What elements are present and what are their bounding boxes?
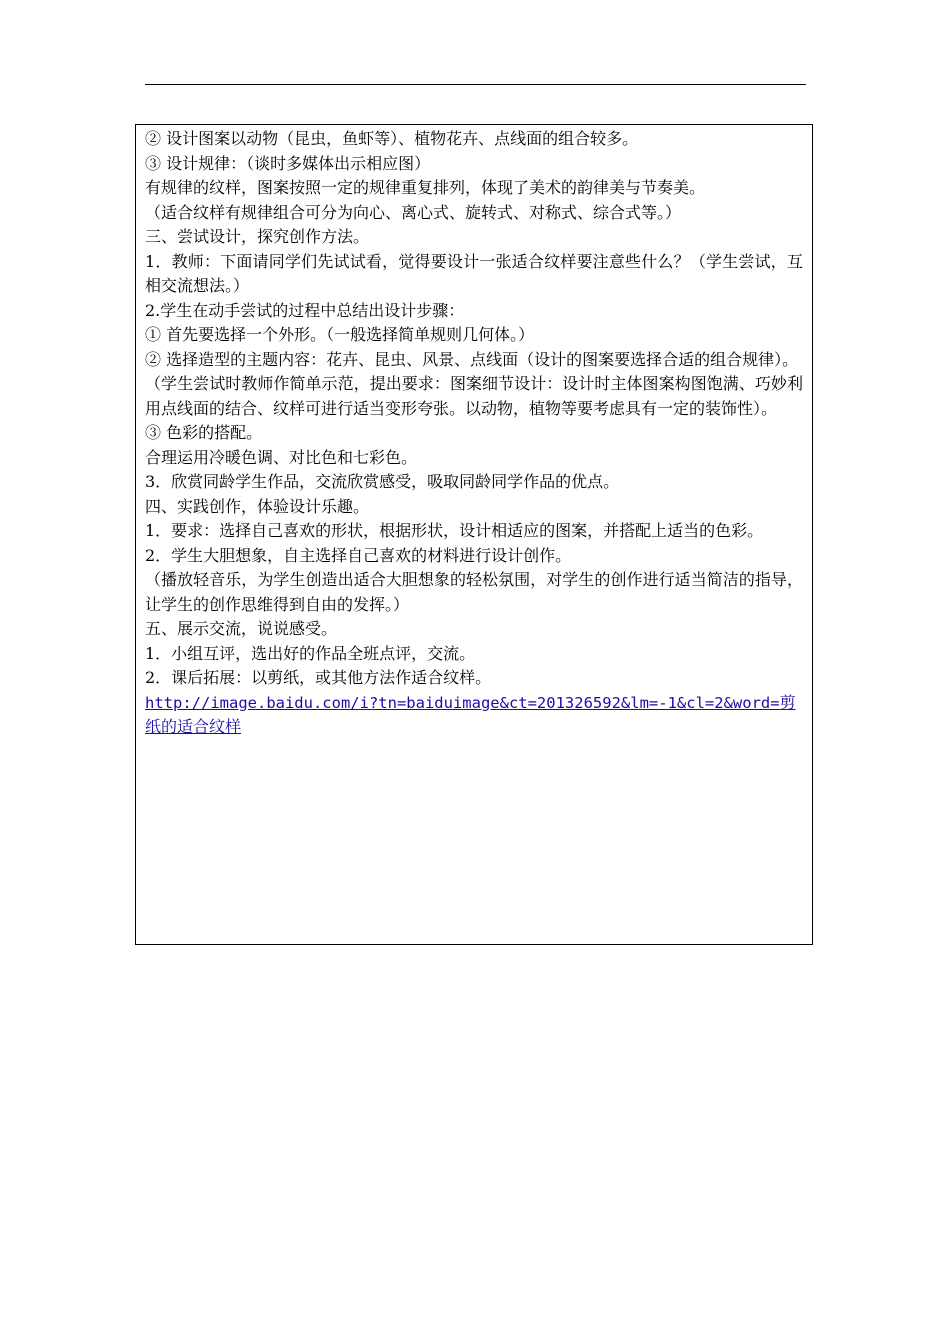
text-line: 2．学生大胆想象，自主选择自己喜欢的材料进行设计创作。	[145, 545, 572, 565]
text-line: ① 首先要选择一个外形。（一般选择简单规则几何体。）	[145, 325, 535, 344]
text-line: 1．要求：选择自己喜欢的形状，根据形状，设计相适应的图案，并搭配上适当的色彩。	[145, 521, 764, 540]
text-line: ③ 色彩的搭配。	[145, 423, 263, 442]
text-line: （播放轻音乐，为学生创造出适合大胆想象的轻松氛围，对学生的创作进行适当简洁的指导，让学生的创作思维得到自由的发挥。）	[145, 570, 803, 614]
reference-link[interactable]	[145, 691, 803, 740]
text-line: ③ 设计规律：（谈时多媒体出示相应图）	[145, 153, 431, 173]
link-url[interactable]: http://image.baidu.com/i?tn=baiduimage&ct=201326592&lm=-1&cl=2&word=	[145, 693, 780, 712]
text-line: 2.学生在动手尝试的过程中总结出设计步骤：	[145, 300, 465, 320]
content-box	[135, 124, 813, 945]
link-text[interactable]: 剪纸的适合纹样	[145, 692, 796, 736]
text-line: ② 选择造型的主题内容：花卉、昆虫、风景、点线面（设计的图案要选择合适的组合规律）。	[145, 349, 799, 369]
text-line: 1．小组互评，选出好的作品全班点评，交流。	[145, 643, 476, 663]
text-line: 3．欣赏同龄学生作品，交流欣赏感受，吸取同龄同学作品的优点。	[145, 472, 620, 491]
text-line: 1．教师：下面请同学们先试试看，觉得要设计一张适合纹样要注意些什么？（学生尝试，互相交流想法。）	[145, 251, 803, 295]
section-heading: 三、尝试设计，探究创作方法。	[145, 227, 370, 246]
section-heading: 四、实践创作，体验设计乐趣。	[145, 496, 370, 516]
section-heading: 五、展示交流，说说感受。	[145, 619, 338, 638]
text-line: 2．课后拓展：以剪纸，或其他方法作适合纹样。	[145, 668, 492, 687]
text-line: 有规律的纹样，图案按照一定的规律重复排列，体现了美术的韵律美与节奏美。	[145, 178, 706, 197]
text-line: （学生尝试时教师作简单示范，提出要求：图案细节设计：设计时主体图案构图饱满、巧妙利用点线面的结合、纹样可进行适当变形夸张。以动物，植物等要考虑具有一定的装饰性）。	[145, 374, 803, 418]
header-rule	[145, 84, 806, 85]
text-line: 合理运用冷暖色调、对比色和七彩色。	[145, 447, 418, 467]
text-line: （适合纹样有规律组合可分为向心、离心式、旋转式、对称式、综合式等。）	[145, 202, 682, 222]
text-line: ② 设计图案以动物（昆虫，鱼虾等）、植物花卉、点线面的组合较多。	[145, 129, 639, 148]
